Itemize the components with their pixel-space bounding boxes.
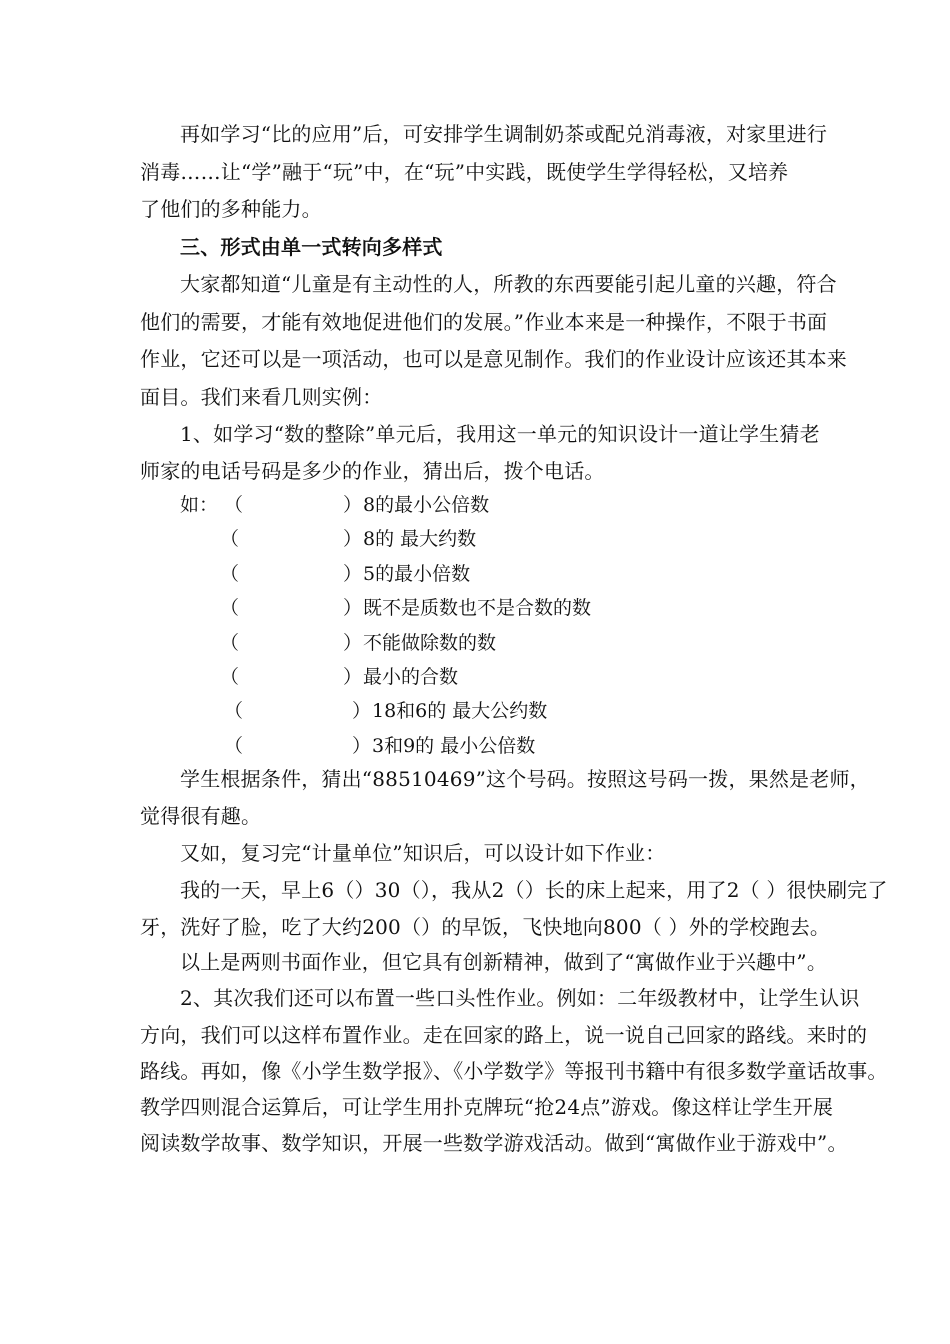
close-paren: ） [343, 563, 363, 585]
paragraph-line: 我的一天，早上6（）30（），我从2（）长的床上起来，用了2（ ）很快刷完了 [180, 878, 888, 902]
paragraph-line: 路线。再如，像《小学生数学报》、《小学数学》等报刊书籍中有很多数学童话故事。 [140, 1059, 888, 1083]
quiz-item: 8的最小公倍数 [363, 494, 490, 516]
open-paren: （ [224, 700, 244, 722]
close-paren: ） [352, 735, 372, 757]
section-heading: 三、形式由单一式转向多样式 [180, 235, 443, 259]
paragraph-line: 又如，复习完“计量单位”知识后，可以设计如下作业： [180, 841, 666, 865]
quiz-item: 3和9的 最小公倍数 [372, 735, 536, 757]
quiz-item: 5的最小倍数 [363, 563, 471, 585]
quiz-item: 18和6的 最大公约数 [372, 700, 548, 722]
open-paren: （ [220, 632, 240, 654]
quiz-item: 既不是质数也不是合数的数 [363, 597, 592, 619]
close-paren: ） [343, 597, 363, 619]
quiz-item: 最小的合数 [363, 666, 459, 688]
close-paren: ） [343, 494, 363, 516]
open-paren: （ [220, 666, 240, 688]
paragraph-line: 他们的需要，才能有效地促进他们的发展。”作业本来是一种操作，不限于书面 [140, 310, 828, 334]
paragraph-line: 教学四则混合运算后，可让学生用扑克牌玩“抢24点”游戏。像这样让学生开展 [140, 1095, 834, 1119]
paragraph-line: 消毒……让“学”融于“玩”中，在“玩”中实践，既使学生学得轻松，又培养 [140, 160, 789, 184]
paragraph-line: 1、如学习“数的整除”单元后，我用这一单元的知识设计一道让学生猜老 [180, 422, 820, 446]
paragraph-line: 学生根据条件，猜出“88510469”这个号码。按照这号码一拨，果然是老师， [180, 767, 870, 791]
paragraph-line: 2、其次我们还可以布置一些口头性作业。例如：二年级教材中，让学生认识 [180, 986, 860, 1010]
paragraph-line: 以上是两则书面作业，但它具有创新精神，做到了“寓做作业于兴趣中”。 [180, 950, 828, 974]
paragraph-line: 大家都知道“儿童是有主动性的人，所教的东西要能引起儿童的兴趣，符合 [180, 272, 837, 296]
quiz-item: 8的 最大约数 [363, 528, 477, 550]
paragraph-line: 了他们的多种能力。 [140, 197, 322, 221]
close-paren: ） [343, 666, 363, 688]
open-paren: （ [220, 597, 240, 619]
paragraph-line: 面目。我们来看几则实例： [140, 385, 383, 409]
paragraph-line: 作业，它还可以是一项活动，也可以是意见制作。我们的作业设计应该还其本来 [140, 347, 847, 371]
paragraph-line: 阅读数学故事、数学知识，开展一些数学游戏活动。做到“寓做作业于游戏中”。 [140, 1131, 848, 1155]
paragraph-line: 觉得很有趣。 [140, 804, 262, 828]
paragraph-line: 师家的电话号码是多少的作业，猜出后，拨个电话。 [140, 459, 605, 483]
paragraph-line: 方向，我们可以这样布置作业。走在回家的路上，说一说自己回家的路线。来时的 [140, 1023, 868, 1047]
close-paren: ） [352, 700, 372, 722]
open-paren: （ [220, 563, 240, 585]
close-paren: ） [343, 528, 363, 550]
close-paren: ） [343, 632, 363, 654]
quiz-item: 不能做除数的数 [363, 632, 497, 654]
open-paren: （ [224, 735, 244, 757]
open-paren: （ [220, 528, 240, 550]
open-paren: （ [224, 494, 244, 516]
paragraph-line: 牙，洗好了脸，吃了大约200（）的早饭，飞快地向800（ ）外的学校跑去。 [140, 915, 831, 939]
paragraph-line: 再如学习“比的应用”后，可安排学生调制奶茶或配兑消毒液，对家里进行 [180, 122, 828, 146]
quiz-prefix: 如： [180, 494, 219, 516]
